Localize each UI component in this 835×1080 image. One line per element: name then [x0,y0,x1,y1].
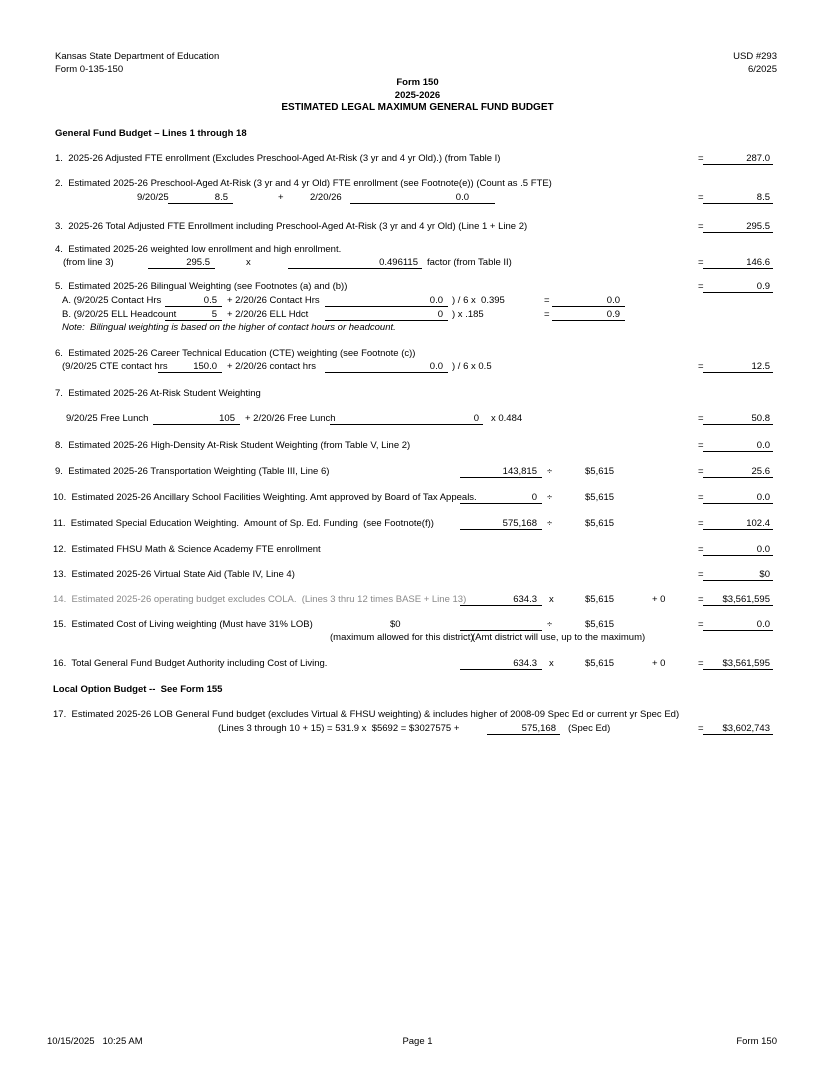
line5a-result: 0.0 [552,295,625,307]
line9-equals: = [698,466,704,477]
line4-from-note: (from line 3) [63,257,114,268]
line16-plus-zero: + 0 [652,658,666,669]
line8-equals: = [698,440,704,451]
footer-form-name: Form 150 [736,1036,777,1047]
line10-amount: 0 [460,492,542,504]
footer-timestamp: 10/15/2025 10:25 AM [47,1036,143,1047]
line6-sub-label: (9/20/25 CTE contact hrs [62,361,168,372]
line5-note: Note: Bilingual weighting is based on the higher of contact hours or headcount. [62,322,396,333]
agency-name: Kansas State Department of Education [55,51,220,62]
line9-result: 25.6 [703,466,773,478]
line15-max-amount: $0 [390,619,401,630]
line16-base-amount: $5,615 [585,658,615,669]
line2-plus: + [278,192,284,203]
line14-plus-zero: + 0 [652,594,666,605]
header-date: 6/2025 [747,64,777,75]
line5a-tail: ) / 6 x 0.395 [452,295,505,306]
line12-label: 12. Estimated FHSU Math & Science Academy FTE enrollment [53,544,321,555]
line9-base-amount: $5,615 [585,466,615,477]
line7-label: 7. Estimated 2025-26 At-Risk Student Weighting [55,388,261,399]
line11-base-amount: $5,615 [585,518,615,529]
line7-value2: 0 [330,413,483,425]
line2-date2: 2/20/26 [310,192,342,203]
line7-value1: 105 [153,413,240,425]
line11-result: 102.4 [703,518,773,530]
line14-amount: 634.3 [460,594,542,606]
line5b-mid: + 2/20/26 ELL Hdct [227,309,309,320]
line17-result: $3,602,743 [703,723,773,735]
line15-divide: ÷ [547,619,553,630]
line10-result: 0.0 [703,492,773,504]
line5-label: 5. Estimated 2025-26 Bilingual Weighting (see Footnotes (a) and (b)) [55,281,348,292]
line3-equals: = [698,221,704,232]
line6-result: 12.5 [703,361,773,373]
line6-label: 6. Estimated 2025-26 Career Technical Education (CTE) weighting (see Footnote (c)) [55,348,416,359]
line6-tail: ) / 6 x 0.5 [452,361,492,372]
line7-result: 50.8 [703,413,773,425]
line17-label: 17. Estimated 2025-26 LOB General Fund budget (excludes Virtual & FHSU weighting) & includes higher of 2008-09 Spec Ed or current yr Spec Ed) [53,709,680,720]
line17-calc: (Lines 3 through 10 + 15) = 531.9 x $5692 = $3027575 + [218,723,460,734]
footer-page-number: Page 1 [402,1036,433,1047]
line16-times: x [549,658,554,669]
usd-number: USD #293 [733,51,777,62]
line10-equals: = [698,492,704,503]
line2-date1: 9/20/25 [137,192,169,203]
line5a-label: A. (9/20/25 Contact Hrs [62,295,162,306]
line16-result: $3,561,595 [703,658,773,670]
line1-equals: = [698,153,704,164]
document-title: ESTIMATED LEGAL MAXIMUM GENERAL FUND BUDGET [281,102,554,113]
line15-amount-blank [460,619,542,631]
line11-amount: 575,168 [460,518,542,530]
line7-mid: + 2/20/26 Free Lunch [245,413,336,424]
line2-equals: = [698,192,704,203]
form-title: Form 150 [396,77,439,88]
line17-amount: 575,168 [487,723,560,735]
line5b-value2: 0 [325,309,448,321]
line11-equals: = [698,518,704,529]
line1-result: 287.0 [703,153,773,165]
line7-tail: x 0.484 [491,413,523,424]
line6-value1: 150.0 [158,361,222,373]
line4-result: 146.6 [703,257,773,269]
line7-sub-label: 9/20/25 Free Lunch [66,413,149,424]
form-code: Form 0-135-150 [55,64,124,75]
line15-label: 15. Estimated Cost of Living weighting (Must have 31% LOB) [53,619,313,630]
school-year: 2025-2026 [394,90,441,101]
line10-label: 10. Estimated 2025-26 Ancillary School Facilities Weighting. Amt approved by Board of Tax Appeals. [53,492,477,503]
line5b-result: 0.9 [552,309,625,321]
line5-equals: = [698,281,704,292]
line14-result: $3,561,595 [703,594,773,606]
line9-label: 9. Estimated 2025-26 Transportation Weighting (Table III, Line 6) [55,466,330,477]
line2-value2: 0.0 [350,192,495,204]
line5a-value2: 0.0 [325,295,448,307]
line17-equals: = [698,723,704,734]
line16-label: 16. Total General Fund Budget Authority including Cost of Living. [53,658,328,669]
line15-base-amount: $5,615 [585,619,615,630]
line6-mid: + 2/20/26 contact hrs [227,361,316,372]
line5b-tail: ) x .185 [452,309,484,320]
line13-result: $0 [703,569,773,581]
line4-times: x [246,257,251,268]
line14-label: 14. Estimated 2025-26 operating budget excludes COLA. (Lines 3 thru 12 times BASE + Line 13) [53,594,467,605]
line4-value1: 295.5 [148,257,215,269]
line4-label: 4. Estimated 2025-26 weighted low enrollment and high enrollment. [55,244,342,255]
line12-result: 0.0 [703,544,773,556]
line10-base-amount: $5,615 [585,492,615,503]
line11-divide: ÷ [547,518,553,529]
line2-label: 2. Estimated 2025-26 Preschool-Aged At-Risk (3 yr and 4 yr Old) FTE enrollment (see Footnote(e)) (Count as .5 FTE) [55,178,552,189]
line5a-equals: = [544,295,550,306]
line15-equals: = [698,619,704,630]
line15-note-use: (Amt district will use, up to the maximum) [472,632,646,643]
line15-note-max: (maximum allowed for this district) [330,632,474,643]
line5-result: 0.9 [703,281,773,293]
line15-result: 0.0 [703,619,773,631]
line8-result: 0.0 [703,440,773,452]
line5b-equals: = [544,309,550,320]
line9-amount: 143,815 [460,466,542,478]
line3-label: 3. 2025-26 Total Adjusted FTE Enrollment including Preschool-Aged At-Risk (3 yr and 4 yr Old) (Line 1 + Line 2) [55,221,528,232]
line6-value2: 0.0 [325,361,448,373]
line10-divide: ÷ [547,492,553,503]
line3-result: 295.5 [703,221,773,233]
line13-equals: = [698,569,704,580]
line17-spec-ed-note: (Spec Ed) [568,723,611,734]
general-fund-heading: General Fund Budget – Lines 1 through 18 [55,128,247,139]
line4-equals: = [698,257,704,268]
line9-divide: ÷ [547,466,553,477]
line14-base-amount: $5,615 [585,594,615,605]
local-option-heading: Local Option Budget -- See Form 155 [53,684,223,695]
line5b-label: B. (9/20/25 ELL Headcount [62,309,177,320]
line5a-mid: + 2/20/26 Contact Hrs [227,295,320,306]
line5b-value1: 5 [165,309,222,321]
line8-label: 8. Estimated 2025-26 High-Density At-Risk Student Weighting (from Table V, Line 2) [55,440,411,451]
line14-equals: = [698,594,704,605]
line5a-value1: 0.5 [165,295,222,307]
line7-equals: = [698,413,704,424]
line1-label: 1. 2025-26 Adjusted FTE enrollment (Excludes Preschool-Aged At-Risk (3 yr and 4 yr Old).) (from Table I) [55,153,501,164]
line16-amount: 634.3 [460,658,542,670]
line16-equals: = [698,658,704,669]
line13-label: 13. Estimated 2025-26 Virtual State Aid (Table IV, Line 4) [53,569,295,580]
line11-label: 11. Estimated Special Education Weighting. Amount of Sp. Ed. Funding (see Footnote(f)) [53,518,434,529]
line4-factor-note: factor (from Table II) [427,257,512,268]
line2-result: 8.5 [703,192,773,204]
line14-times: x [549,594,554,605]
line6-equals: = [698,361,704,372]
line2-value1: 8.5 [168,192,233,204]
line4-value2: 0.496115 [288,257,422,269]
line12-equals: = [698,544,704,555]
